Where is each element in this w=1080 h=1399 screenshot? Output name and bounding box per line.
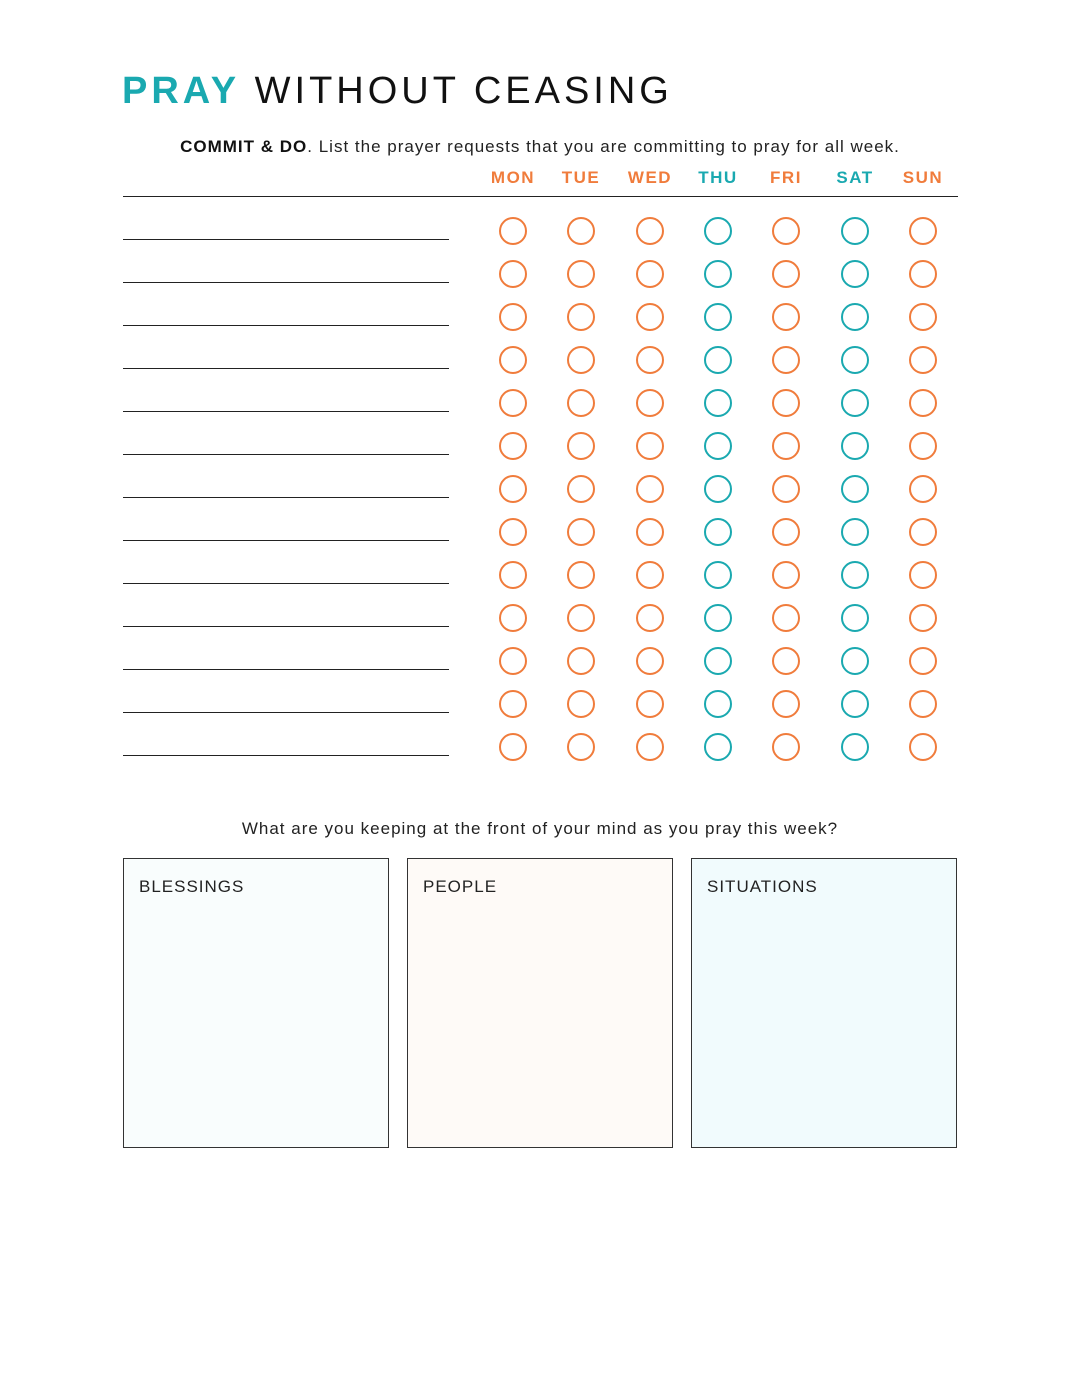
prayer-request-line[interactable] (123, 626, 449, 627)
day-header-fri: FRI (770, 168, 802, 187)
checkbox-mon[interactable] (499, 217, 527, 245)
reflection-question: What are you keeping at the front of your mind as you pray this week? (241, 819, 839, 838)
checkbox-wed[interactable] (636, 690, 664, 718)
day-header-sun: SUN (902, 168, 944, 187)
checkbox-thu[interactable] (704, 604, 732, 632)
day-header-thu: THU (698, 168, 738, 187)
checkbox-fri[interactable] (772, 647, 800, 675)
instruction-text (0, 137, 1080, 157)
checkbox-mon[interactable] (499, 432, 527, 460)
checkbox-wed[interactable] (636, 518, 664, 546)
prayer-request-line[interactable] (123, 755, 449, 756)
checkbox-sun[interactable] (909, 346, 937, 374)
checkbox-fri[interactable] (772, 389, 800, 417)
header-rule (123, 196, 958, 197)
checkbox-sun[interactable] (909, 432, 937, 460)
day-header-sat: SAT (836, 168, 874, 187)
checkbox-wed[interactable] (636, 561, 664, 589)
checkbox-fri[interactable] (772, 303, 800, 331)
checkbox-sun[interactable] (909, 647, 937, 675)
checkbox-sun[interactable] (909, 604, 937, 632)
checkbox-fri[interactable] (772, 561, 800, 589)
prayer-request-line[interactable] (123, 282, 449, 283)
checkbox-tue[interactable] (567, 690, 595, 718)
blessings-box[interactable] (123, 858, 389, 1148)
checkbox-tue[interactable] (567, 475, 595, 503)
checkbox-fri[interactable] (772, 217, 800, 245)
checkbox-tue[interactable] (567, 260, 595, 288)
prayer-request-line[interactable] (123, 583, 449, 584)
checkbox-thu[interactable] (704, 518, 732, 546)
checkbox-sat[interactable] (841, 647, 869, 675)
checkbox-sat[interactable] (841, 604, 869, 632)
checkbox-tue[interactable] (567, 518, 595, 546)
checkbox-fri[interactable] (772, 604, 800, 632)
checkbox-wed[interactable] (636, 389, 664, 417)
situations-box[interactable] (691, 858, 957, 1148)
checkbox-wed[interactable] (636, 604, 664, 632)
checkbox-wed[interactable] (636, 217, 664, 245)
checkbox-tue[interactable] (567, 217, 595, 245)
checkbox-sun[interactable] (909, 217, 937, 245)
prayer-request-line[interactable] (123, 454, 449, 455)
situations-label: SITUATIONS (707, 877, 818, 896)
checkbox-sun[interactable] (909, 690, 937, 718)
checkbox-mon[interactable] (499, 647, 527, 675)
prayer-request-line[interactable] (123, 239, 449, 240)
checkbox-sun[interactable] (909, 518, 937, 546)
checkbox-fri[interactable] (772, 432, 800, 460)
checkbox-mon[interactable] (499, 346, 527, 374)
checkbox-mon[interactable] (499, 604, 527, 632)
checkbox-mon[interactable] (499, 389, 527, 417)
blessings-label: BLESSINGS (139, 877, 245, 896)
checkbox-thu[interactable] (704, 733, 732, 761)
checkbox-mon[interactable] (499, 690, 527, 718)
prayer-request-line[interactable] (123, 669, 449, 670)
checkbox-tue[interactable] (567, 389, 595, 417)
checkbox-thu[interactable] (704, 260, 732, 288)
checkbox-thu[interactable] (704, 303, 732, 331)
day-header-mon: MON (490, 168, 536, 187)
checkbox-sun[interactable] (909, 303, 937, 331)
prayer-request-line[interactable] (123, 325, 449, 326)
checkbox-sun[interactable] (909, 561, 937, 589)
checkbox-tue[interactable] (567, 733, 595, 761)
checkbox-thu[interactable] (704, 217, 732, 245)
checkbox-thu[interactable] (704, 346, 732, 374)
checkbox-sat[interactable] (841, 733, 869, 761)
people-box[interactable] (407, 858, 673, 1148)
checkbox-sat[interactable] (841, 518, 869, 546)
checkbox-wed[interactable] (636, 475, 664, 503)
checkbox-wed[interactable] (636, 303, 664, 331)
checkbox-fri[interactable] (772, 518, 800, 546)
checkbox-sun[interactable] (909, 733, 937, 761)
checkbox-sun[interactable] (909, 475, 937, 503)
checkbox-tue[interactable] (567, 346, 595, 374)
checkbox-sun[interactable] (909, 389, 937, 417)
checkbox-fri[interactable] (772, 475, 800, 503)
checkbox-tue[interactable] (567, 432, 595, 460)
checkbox-sat[interactable] (841, 690, 869, 718)
checkbox-wed[interactable] (636, 733, 664, 761)
checkbox-mon[interactable] (499, 260, 527, 288)
prayer-request-line[interactable] (123, 368, 449, 369)
checkbox-tue[interactable] (567, 604, 595, 632)
checkbox-tue[interactable] (567, 561, 595, 589)
checkbox-sat[interactable] (841, 217, 869, 245)
checkbox-fri[interactable] (772, 346, 800, 374)
prayer-request-line[interactable] (123, 712, 449, 713)
checkbox-thu[interactable] (704, 475, 732, 503)
checkbox-sat[interactable] (841, 346, 869, 374)
checkbox-sun[interactable] (909, 260, 937, 288)
prayer-request-line[interactable] (123, 540, 449, 541)
checkbox-thu[interactable] (704, 389, 732, 417)
checkbox-wed[interactable] (636, 260, 664, 288)
prayer-request-line[interactable] (123, 497, 449, 498)
checkbox-fri[interactable] (772, 690, 800, 718)
checkbox-thu[interactable] (704, 690, 732, 718)
checkbox-mon[interactable] (499, 303, 527, 331)
people-label: PEOPLE (423, 877, 498, 896)
checkbox-mon[interactable] (499, 518, 527, 546)
instruction-bold: COMMIT & DO (180, 137, 308, 156)
checkbox-tue[interactable] (567, 303, 595, 331)
checkbox-mon[interactable] (499, 733, 527, 761)
checkbox-sat[interactable] (841, 432, 869, 460)
instruction-body: . List the prayer requests that you are committing to pray for all week. (307, 137, 900, 156)
page-title (122, 70, 673, 113)
prayer-request-line[interactable] (123, 411, 449, 412)
checkbox-sat[interactable] (841, 260, 869, 288)
checkbox-thu[interactable] (704, 561, 732, 589)
checkbox-mon[interactable] (499, 561, 527, 589)
checkbox-sat[interactable] (841, 303, 869, 331)
checkbox-tue[interactable] (567, 647, 595, 675)
checkbox-mon[interactable] (499, 475, 527, 503)
checkbox-fri[interactable] (772, 260, 800, 288)
checkbox-wed[interactable] (636, 647, 664, 675)
checkbox-fri[interactable] (772, 733, 800, 761)
checkbox-sat[interactable] (841, 475, 869, 503)
checkbox-thu[interactable] (704, 432, 732, 460)
checkbox-sat[interactable] (841, 561, 869, 589)
day-header-tue: TUE (561, 168, 601, 187)
day-header-wed: WED (627, 168, 673, 187)
title-accent: PRAY (122, 70, 241, 112)
checkbox-sat[interactable] (841, 389, 869, 417)
title-rest: WITHOUT CEASING (254, 70, 673, 112)
checkbox-wed[interactable] (636, 346, 664, 374)
checkbox-wed[interactable] (636, 432, 664, 460)
checkbox-thu[interactable] (704, 647, 732, 675)
